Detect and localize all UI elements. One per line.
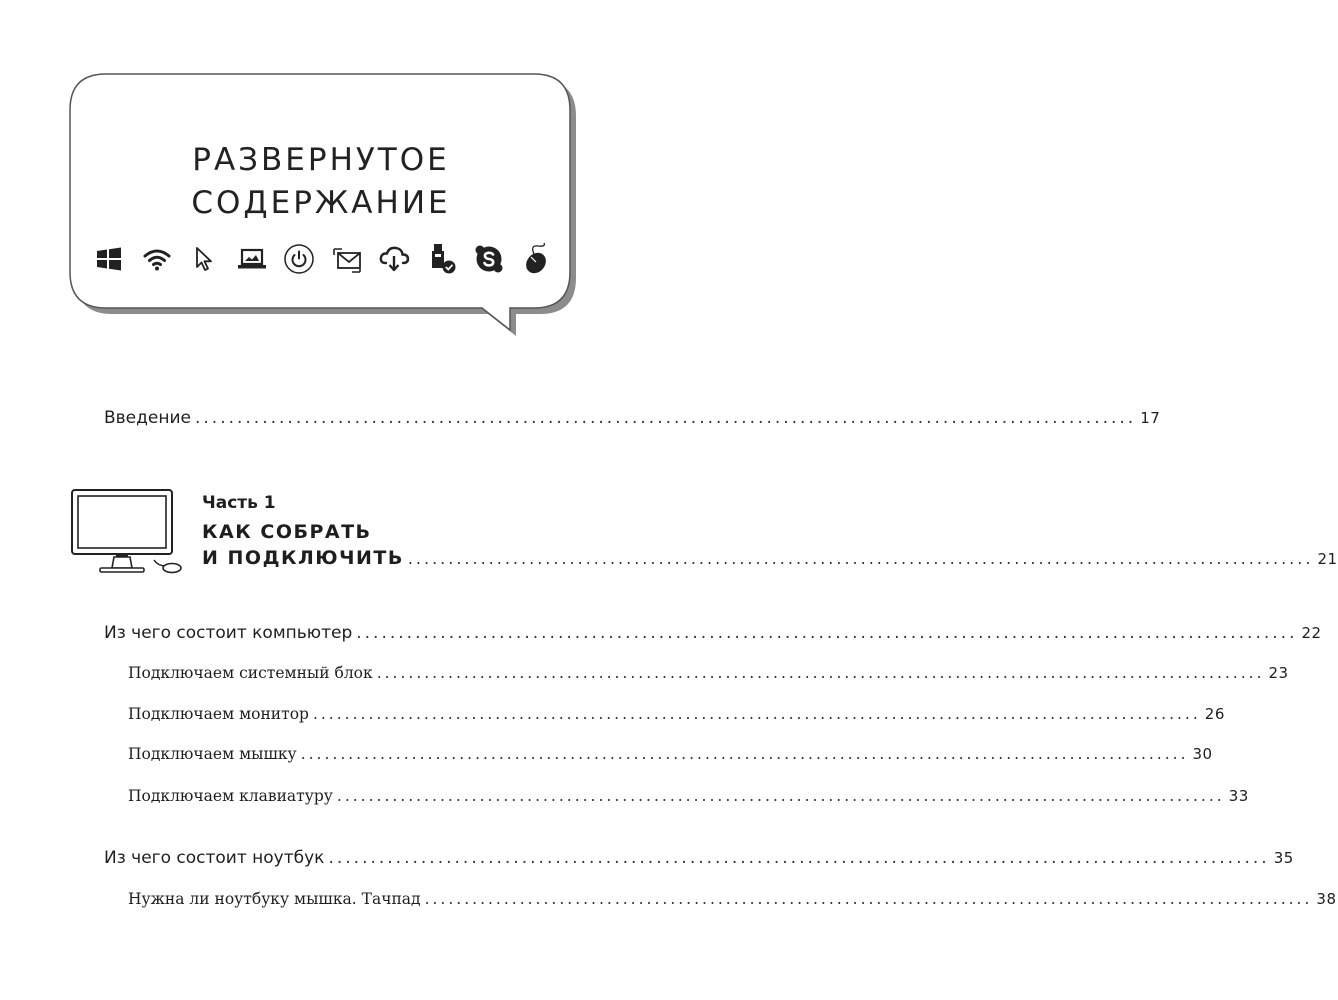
toc-entry[interactable]: [104, 848, 1294, 868]
mail-icon: [330, 242, 364, 276]
title-line-2: СОДЕРЖАНИЕ: [191, 185, 451, 221]
toc-entry-title: Подключаем монитор: [128, 705, 309, 723]
laptop-icon: [235, 242, 269, 276]
monitor-icon: [70, 488, 190, 578]
toc-entry-page: 30: [1192, 745, 1213, 763]
leader-dots: ................................................................................................................: [356, 623, 1298, 643]
toc-entry-page: 38: [1316, 890, 1337, 908]
leader-dots: ................................................................................................................: [328, 848, 1270, 868]
toc-entry[interactable]: [128, 787, 1249, 805]
icon-row: [92, 241, 554, 277]
usb-icon: [425, 242, 459, 276]
toc-entry-title: Нужна ли ноутбуку мышка. Тачпад: [128, 890, 421, 908]
toc-entry-page: 22: [1301, 624, 1322, 642]
toc-entry[interactable]: [104, 623, 1322, 643]
toc-intro-page: 17: [1140, 409, 1161, 427]
wifi-icon: [140, 242, 174, 276]
toc-intro[interactable]: [104, 408, 1161, 428]
leader-dots: ................................................................................................................: [424, 890, 1313, 908]
toc-intro-title: Введение: [104, 408, 191, 428]
mouse-icon: [520, 242, 554, 276]
skype-icon: [472, 242, 506, 276]
toc-entry[interactable]: [128, 705, 1225, 723]
toc-entry-title: Подключаем системный блок: [128, 664, 373, 682]
toc-part-1[interactable]: [202, 547, 1338, 569]
toc-entry[interactable]: [128, 664, 1289, 682]
power-icon: [282, 242, 316, 276]
title-line-1: РАЗВЕРНУТОЕ: [192, 142, 450, 178]
cursor-icon: [187, 242, 221, 276]
part-title-line-2: И ПОДКЛЮЧИТЬ: [202, 547, 404, 569]
toc-entry-page: 26: [1204, 705, 1225, 723]
toc-entry-page: 35: [1273, 849, 1294, 867]
leader-dots: ................................................................................................................: [312, 705, 1201, 723]
toc-entry-title: Из чего состоит ноутбук: [104, 848, 325, 868]
toc-entry[interactable]: [128, 745, 1213, 763]
toc-entry-title: Подключаем клавиатуру: [128, 787, 333, 805]
leader-dots: ................................................................................................................: [407, 549, 1314, 568]
leader-dots: ................................................................................................................: [376, 664, 1265, 682]
toc-entry[interactable]: [128, 890, 1337, 908]
toc-part-1-page: 21: [1317, 550, 1338, 568]
part-title-line-1: КАК СОБРАТЬ: [202, 521, 372, 543]
toc-entry-title: Подключаем мышку: [128, 745, 297, 763]
leader-dots: ................................................................................................................: [194, 408, 1137, 428]
toc-entry-page: 33: [1228, 787, 1249, 805]
windows-icon: [92, 242, 126, 276]
part-label: Часть 1: [202, 493, 276, 513]
toc-entry-title: Из чего состоит компьютер: [104, 623, 353, 643]
toc-entry-page: 23: [1268, 664, 1289, 682]
cloud-download-icon: [377, 242, 411, 276]
leader-dots: ................................................................................................................: [336, 787, 1225, 805]
leader-dots: ................................................................................................................: [300, 745, 1189, 763]
